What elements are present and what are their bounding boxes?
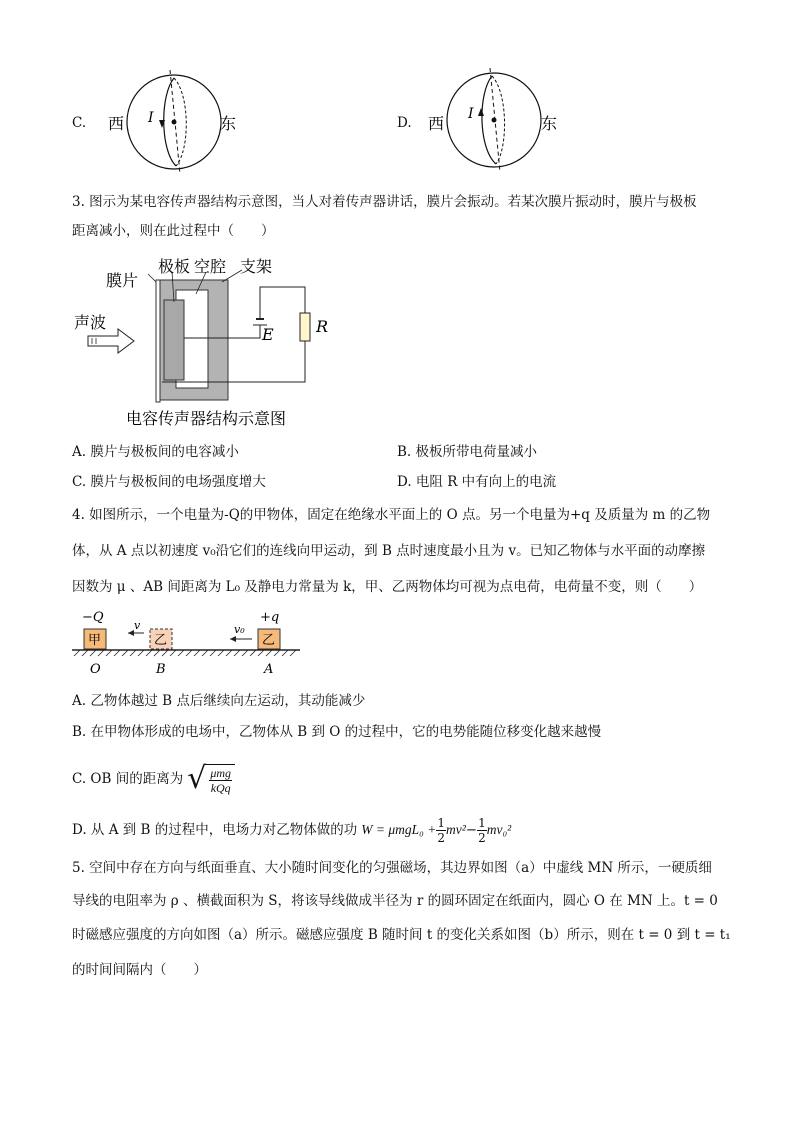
- charge-plus-q-label: +q: [260, 610, 280, 625]
- sqrt-sign: √: [187, 761, 207, 796]
- option-d-figure: [424, 68, 574, 173]
- option-d-label: D.: [397, 115, 412, 131]
- q5-line3: 时磁感应强度的方向如图（a）所示。磁感应强度 B 随时间 t 的变化关系如图（b）所示，则在 t = 0 到 t = t₁: [72, 927, 731, 943]
- current-label-c: I: [148, 110, 154, 126]
- point-a: A: [264, 662, 274, 677]
- capacitor-microphone-figure: [72, 252, 342, 432]
- q4-option-b[interactable]: B. 在甲物体形成的电场中，乙物体从 B 到 O 的过程中，它的电势能随位移变化越来越慢: [72, 724, 602, 740]
- q4-option-d[interactable]: [72, 810, 511, 850]
- q3-option-c[interactable]: C. 膜片与极板间的电场强度增大: [72, 474, 266, 490]
- fraction-denominator: kQq: [210, 780, 231, 795]
- charges-diagram: [72, 605, 302, 680]
- resistor-label: R: [316, 317, 329, 336]
- q3-option-a[interactable]: A. 膜片与极板间的电容减小: [72, 444, 239, 460]
- q3-option-d[interactable]: D. 电阻 R 中有向上的电流: [397, 474, 557, 490]
- point-b: B: [156, 662, 166, 677]
- globe-diagram-c: [100, 70, 250, 175]
- cavity-label: 空腔: [194, 257, 227, 276]
- capacitor-diagram: [72, 252, 342, 432]
- west-label-d: 西: [428, 114, 445, 133]
- v0-label: v₀: [234, 623, 245, 636]
- v-label: v: [134, 619, 141, 632]
- half-fraction-1: $\frac{1}{2}$: [437, 815, 445, 845]
- point-o: O: [90, 662, 101, 677]
- q4-option-c-prefix: C. OB 间的距离为: [72, 771, 184, 787]
- sound-wave-label: 声波: [74, 313, 107, 332]
- q4-option-c[interactable]: [72, 757, 235, 801]
- mv02-term: mv₀²: [486, 822, 512, 837]
- fraction-numerator: μmg: [210, 765, 232, 780]
- east-label-d: 东: [541, 114, 558, 133]
- sqrt-fraction: [206, 764, 235, 795]
- work-formula: W = μmgL₀ +: [361, 822, 437, 837]
- mv2-term: mv²: [445, 822, 466, 837]
- figure-caption: 电容传声器结构示意图: [126, 409, 287, 428]
- q4-stem-line3: 因数为 μ 、AB 间距离为 L₀ 及静电力常量为 k，甲、乙两物体均可视为点电荷，电荷量不变，则（ ）: [72, 579, 703, 595]
- box-yi-right: 乙: [262, 633, 276, 648]
- minus-sign: −: [465, 822, 478, 838]
- half-fraction-2: $\frac{1}{2}$: [478, 815, 486, 845]
- charge-q-label: −Q: [82, 610, 104, 625]
- east-label-c: 东: [220, 114, 237, 133]
- q5-line1: 5. 空间中存在方向与纸面垂直、大小随时间变化的匀强磁场，其边界如图（a）中虚线 MN 所示，一硬质细: [72, 860, 712, 876]
- q4-option-d-prefix: D. 从 A 到 B 的过程中，电场力对乙物体做的功: [72, 822, 358, 838]
- option-c-label: C.: [72, 115, 87, 131]
- q4-stem-line2: 体，从 A 点以初速度 v₀沿它们的连线向甲运动，到 B 点时速度最小且为 v。已知乙物体与水平面的动摩擦: [72, 543, 706, 559]
- globe-diagram-d: [424, 68, 574, 173]
- west-label-c: 西: [108, 114, 125, 133]
- q5-line2: 导线的电阻率为 ρ 、横截面积为 S，将该导线做成半径为 r 的圆环固定在纸面内，圆心 O 在 MN 上。t = 0: [72, 893, 718, 909]
- q3-stem-line2: 距离减小，则在此过程中（ ）: [72, 223, 275, 239]
- q4-option-a[interactable]: A. 乙物体越过 B 点后继续向左运动，其动能减少: [72, 693, 366, 709]
- plate-label: 极板: [158, 257, 191, 276]
- option-c-figure: [100, 70, 250, 175]
- q3-stem-line1: 3. 图示为某电容传声器结构示意图，当人对着传声器讲话，膜片会振动。若某次膜片振动时，膜片与极板: [72, 194, 697, 210]
- q4-stem-line1: 4. 如图所示，一个电量为-Q的甲物体，固定在绝缘水平面上的 O 点。另一个电量为+q 及质量为 m 的乙物: [72, 507, 711, 523]
- charges-figure: [72, 605, 302, 680]
- emf-label: E: [262, 325, 274, 344]
- box-yi-mid: 乙: [154, 633, 168, 648]
- current-label-d: I: [468, 106, 474, 122]
- q3-option-b[interactable]: B. 极板所带电荷量减小: [397, 444, 538, 460]
- bracket-label: 支架: [240, 257, 273, 276]
- box-jia: 甲: [88, 633, 102, 648]
- membrane-label: 膜片: [106, 271, 139, 290]
- q5-line4: 的时间间隔内（ ）: [72, 962, 207, 978]
